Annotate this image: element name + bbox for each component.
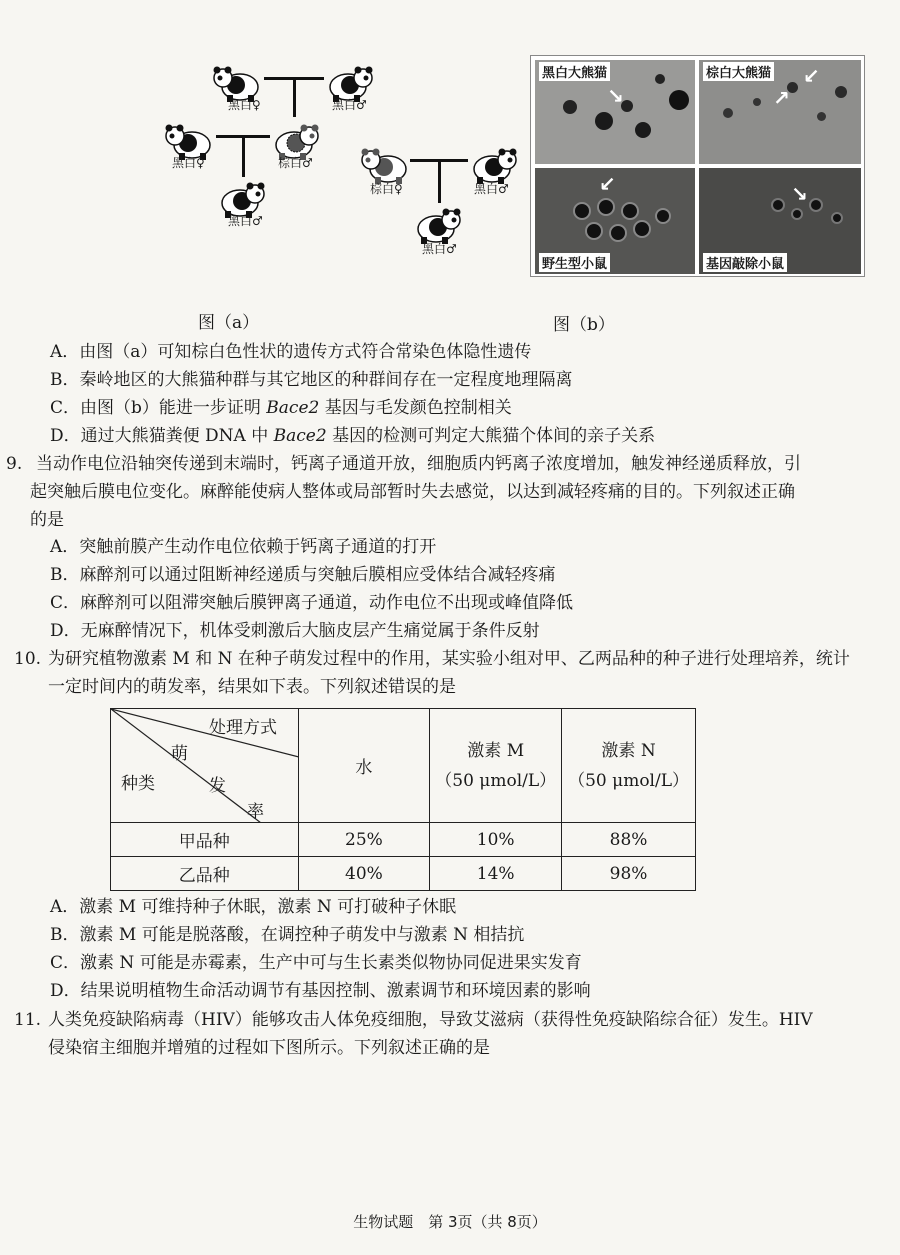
descent-line: [438, 159, 441, 203]
q10-option-c: C．激素 N 可能是赤霉素，生产中可与生长素类似物协同促进果实发育: [50, 953, 582, 973]
cell-value: 40%: [298, 857, 430, 891]
arrow-icon: ↗: [773, 86, 790, 110]
micrograph-label-tl: 黑白大熊猫: [539, 62, 610, 81]
arrow-icon: ↘: [607, 84, 624, 108]
micrograph-panel-bl: [535, 168, 695, 274]
panda-icon: [412, 205, 462, 245]
pedigree-label-p7: 黑白♂: [474, 182, 509, 196]
q9-option-d: D．无麻醉情况下，机体受刺激后大脑皮层产生痛觉属于条件反射: [50, 621, 540, 641]
corner-label-germ-1: 萌: [171, 744, 188, 764]
corner-label-treatment: 处理方式: [209, 718, 277, 738]
micrograph-label-bl: 野生型小鼠: [539, 253, 610, 272]
panda-icon: [360, 145, 410, 185]
corner-label-rate: 率: [247, 802, 264, 822]
row-label: 乙品种: [111, 857, 299, 891]
q10-stem-line-1: 为研究植物激素 M 和 N 在种子萌发过程中的作用，某实验小组对甲、乙两品种的种子进行处理培养，统计: [48, 649, 850, 669]
corner-label-variety: 种类: [121, 774, 155, 794]
pedigree-label-p8: 黑白♂: [422, 242, 457, 256]
q9-stem-line-2: 起突触后膜电位变化。麻醉能使病人整体或局部暂时失去感觉，以达到减轻疼痛的目的。下列叙述正确: [30, 482, 795, 502]
micrograph-panel-br: [699, 168, 861, 274]
cell-value: 88%: [562, 823, 696, 857]
q9-option-c: C．麻醉剂可以阻滞突触后膜钾离子通道，动作电位不出现或峰值降低: [50, 593, 574, 613]
pedigree-label-p5: 黑白♂: [228, 214, 263, 228]
page-footer: 生物试题 第 3页（共 8页）: [353, 1213, 547, 1231]
column-header-hormone-n: 激素 N （50 μmol/L）: [562, 709, 696, 823]
column-header-hormone-m: 激素 M （50 μmol/L）: [430, 709, 562, 823]
arrow-icon: ↙: [803, 64, 820, 88]
micrograph-label-br: 基因敲除小鼠: [703, 253, 787, 272]
column-header-water: 水: [298, 709, 430, 823]
cell-value: 10%: [430, 823, 562, 857]
corner-label-germ-2: 发: [209, 776, 226, 796]
micrograph-panel-tr: [699, 60, 861, 164]
micrograph-panel-tl: [535, 60, 695, 164]
q11-number: 11.: [14, 1010, 42, 1030]
q9-option-b: B．麻醉剂可以通过阻断神经递质与突触后膜相应受体结合减轻疼痛: [50, 565, 556, 585]
q9-number: 9.: [6, 454, 23, 474]
q8-option-d: D．通过大熊猫粪便 DNA 中 Bace2 基因的检测可判定大熊猫个体间的亲子关系: [50, 426, 656, 446]
q8-option-b: B．秦岭地区的大熊猫种群与其它地区的种群间存在一定程度地理隔离: [50, 370, 573, 390]
arrow-icon: ↙: [599, 172, 616, 196]
table-row: [111, 823, 696, 857]
cell-value: 25%: [298, 823, 430, 857]
pedigree-label-p3: 黑白♀: [172, 156, 205, 170]
pedigree-figure: [150, 55, 530, 270]
gene-name: Bace2: [266, 398, 320, 418]
row-label: 甲品种: [111, 823, 299, 857]
arrow-icon: ↘: [791, 182, 808, 206]
q9-stem-line-1: 当动作电位沿轴突传递到末端时，钙离子通道开放，细胞质内钙离子浓度增加，触发神经递质释放，引: [36, 454, 801, 474]
q9-option-a: A．突触前膜产生动作电位依赖于钙离子通道的打开: [50, 537, 437, 557]
cell-value: 14%: [430, 857, 562, 891]
q10-stem-line-2: 一定时间内的萌发率，结果如下表。下列叙述错误的是: [48, 677, 456, 697]
table-row: [111, 857, 696, 891]
q8-option-c: C．由图（b）能进一步证明 Bace2 基因与毛发颜色控制相关: [50, 398, 512, 418]
descent-line: [242, 135, 245, 177]
panda-icon: [468, 145, 518, 185]
cell-value: 98%: [562, 857, 696, 891]
q10-option-b: B．激素 M 可能是脱落酸，在调控种子萌发中与激素 N 相拮抗: [50, 925, 525, 945]
germination-table: [110, 708, 696, 891]
q10-option-a: A．激素 M 可维持种子休眠，激素 N 可打破种子休眠: [50, 897, 457, 917]
q11-stem-line-1: 人类免疫缺陷病毒（HIV）能够攻击人体免疫细胞，导致艾滋病（获得性免疫缺陷综合征）发生。HIV: [48, 1010, 813, 1030]
q10-option-d: D．结果说明植物生命活动调节有基因控制、激素调节和环境因素的影响: [50, 981, 591, 1001]
q11-stem-line-2: 侵染宿主细胞并增殖的过程如下图所示。下列叙述正确的是: [48, 1038, 490, 1058]
q9-stem-line-3: 的是: [30, 510, 64, 530]
pedigree-label-p2: 黑白♂: [332, 98, 367, 112]
micrograph-figure: [530, 55, 865, 277]
figure-b-caption: 图（b）: [553, 315, 615, 335]
micrograph-label-tr: 棕白大熊猫: [703, 62, 774, 81]
pedigree-label-p6: 棕白♀: [370, 182, 403, 196]
figure-a-caption: 图（a）: [198, 313, 260, 333]
pedigree-label-p4: 棕白♂: [278, 156, 313, 170]
pedigree-label-p1: 黑白♀: [228, 98, 261, 112]
descent-line: [293, 77, 296, 117]
q10-number: 10.: [14, 649, 42, 669]
q8-option-a: A．由图（a）可知棕白色性状的遗传方式符合常染色体隐性遗传: [50, 342, 532, 362]
table-corner-cell: [111, 709, 299, 823]
gene-name: Bace2: [273, 426, 327, 446]
